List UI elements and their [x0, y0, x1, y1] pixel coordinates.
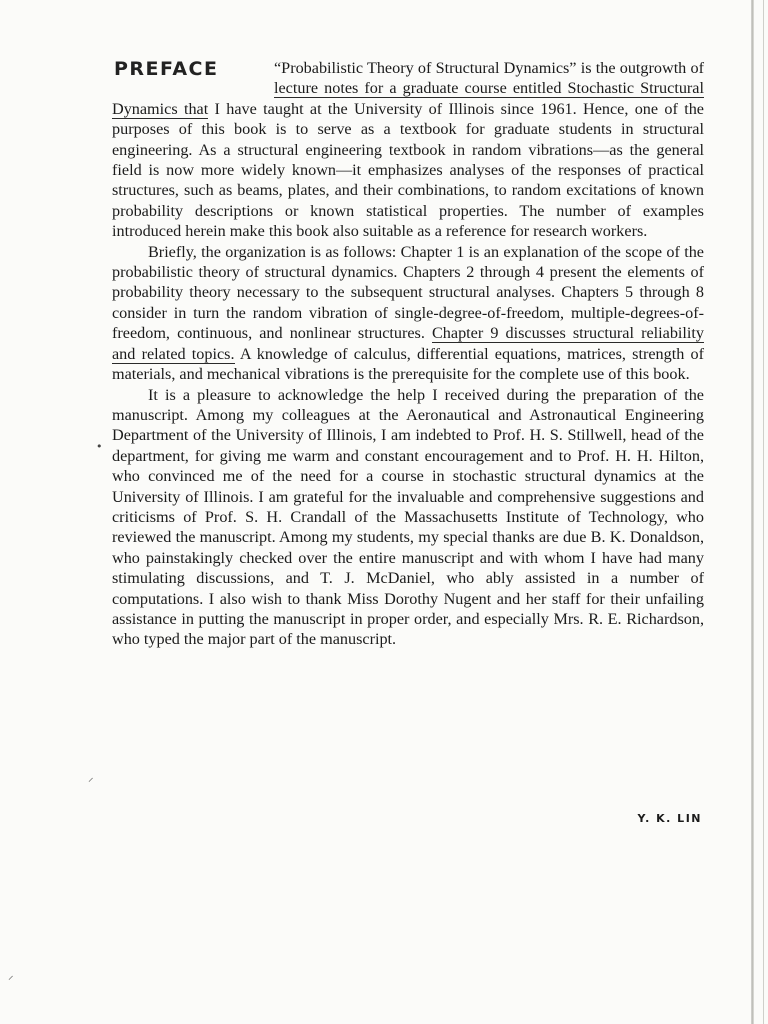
page-edge-shadow — [751, 0, 754, 1024]
margin-dot-mark: • — [96, 440, 103, 453]
page-edge-line — [763, 0, 764, 1024]
paragraph-organization — [112, 242, 704, 385]
author-signature: Y. K. LIN — [637, 812, 702, 825]
organization-text-a: Briefly, the organization is as follows: Chapter 1 is an explanation of the scope of the probabilistic theory of structural dynamics. Chapters 2 through 4 present the elements of probability theory necessary to the subsequent structural analyses. Chapters 5 through 8 consider in turn the random vibration of single-degree-of-freedom, multiple-degrees-of-freedom, continuous, and nonlinear structures. — [112, 242, 704, 343]
preface-heading: PREFACE — [114, 58, 219, 80]
margin-tick-mark: ⸝ — [88, 771, 94, 784]
paragraph-acknowledgements: It is a pleasure to acknowledge the help I received during the preparation of the manuscript. Among my colleagues at the Aeronautical and Astronautical Engineering Department of the University of Illinois, I am indebted to Prof. H. S. Stillwell, head of the department, for giving me warm and constant encouragement and to Prof. H. H. Hilton, who convinced me of the need for a course in stochastic structural dynamics at the University of Illinois. I am grateful for the invaluable and comprehensive suggestions and criticisms of Prof. S. H. Crandall of the Massachusetts Institute of Technology, who reviewed the manuscript. Among my students, my special thanks are due B. K. Donaldson, who painstakingly checked over the entire manuscript and with whom I have had many stimulating discussions, and T. J. McDaniel, who ably assisted in a number of computations. I also wish to thank Miss Dorothy Nugent and her staff for their unfailing assistance in putting the manuscript in proper order, and especially Mrs. R. E. Richardson, who typed the major part of the manuscript. — [112, 385, 704, 649]
corner-scan-mark: ⸝ — [8, 969, 14, 982]
organization-text-b: A knowledge of calculus, differential equations, matrices, strength of materials, and mechanical vibrations is the prerequisite for the complete use of this book. — [112, 344, 704, 384]
intro-text-a: “Probabilistic Theory of Structural Dynamics” is the outgrowth of — [274, 59, 704, 77]
underlined-chapter-9: Chapter 9 discusses structural reliability and related topics. — [112, 324, 705, 363]
underlined-lecture-notes: lecture notes for a graduate course entitled Stochastic Structural Dynamics that — [112, 79, 704, 118]
preface-body — [112, 58, 704, 650]
intro-text-b: I have taught at the University of Illinois since 1961. Hence, one of the purposes of this book is to serve as a textbook for graduate students in structural engineering. As a structural engineering textbook in random vibrations—as the general field is now more widely known—it emphasizes analyses of the responses of practical structures, such as beams, plates, and their combinations, to random excitations of known probability descriptions or known statistical properties. The number of examples introduced herein make this book also suitable as a reference for research workers. — [112, 99, 704, 241]
paragraph-intro — [112, 58, 704, 242]
